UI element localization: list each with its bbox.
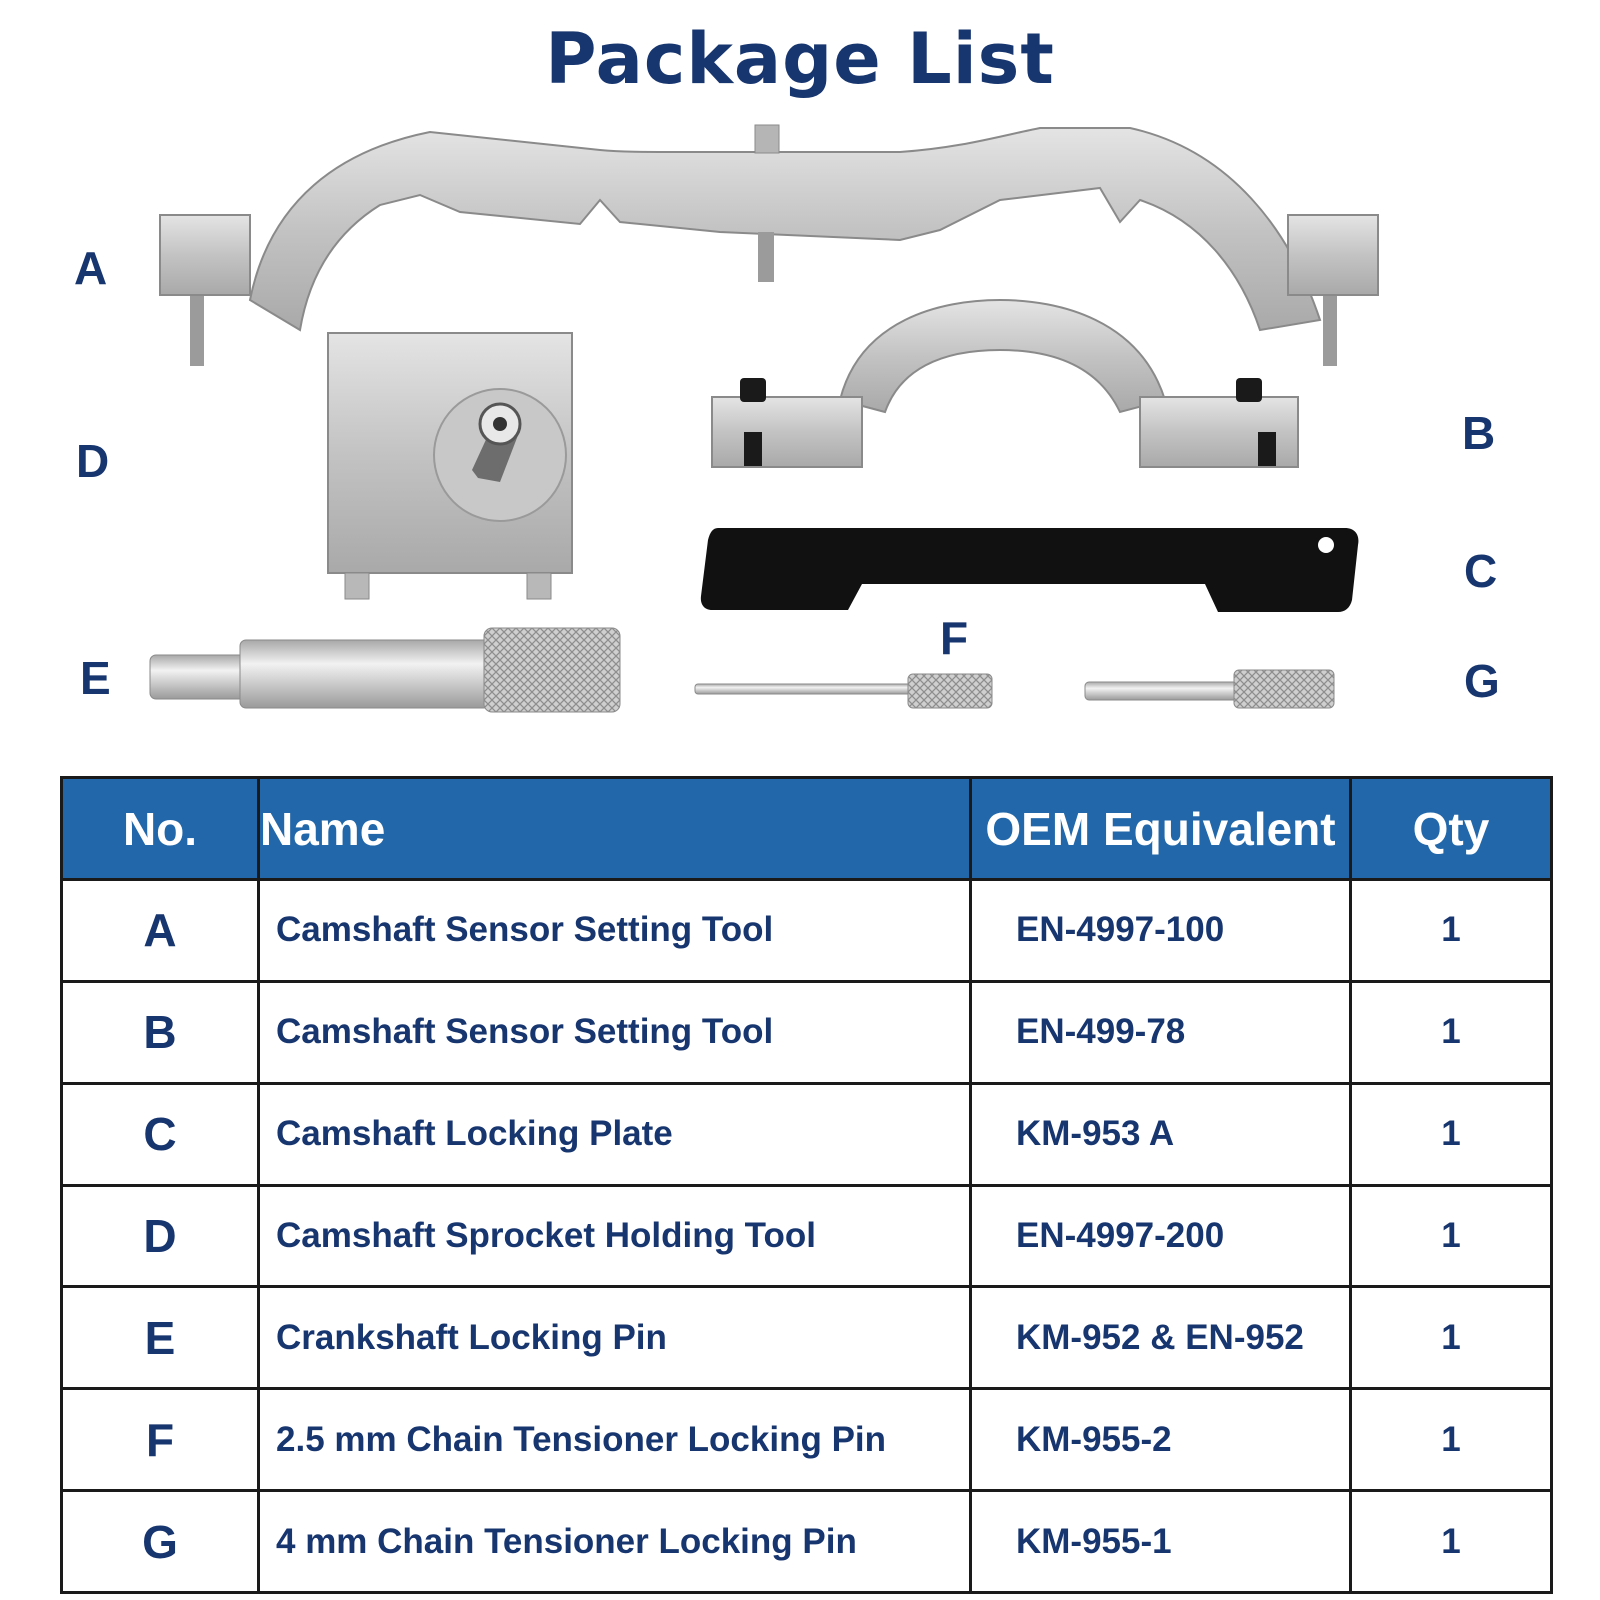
row-qty: 1 <box>1351 1389 1552 1491</box>
row-oem: KM-953 A <box>971 1083 1351 1185</box>
tool-c-illustration <box>701 528 1359 612</box>
table-row <box>62 880 1552 982</box>
row-qty: 1 <box>1351 1287 1552 1389</box>
image-label-d: D <box>76 435 110 487</box>
image-label-f: F <box>940 612 969 664</box>
row-qty: 1 <box>1351 1491 1552 1593</box>
row-name: Camshaft Sensor Setting Tool <box>259 981 971 1083</box>
table-row <box>62 1287 1552 1389</box>
table-row <box>62 1185 1552 1287</box>
tool-g-illustration <box>1085 670 1334 708</box>
row-oem: KM-952 & EN-952 <box>971 1287 1351 1389</box>
row-no: F <box>62 1389 259 1491</box>
image-label-c: C <box>1464 545 1498 597</box>
row-no: B <box>62 981 259 1083</box>
row-qty: 1 <box>1351 1185 1552 1287</box>
row-qty: 1 <box>1351 1083 1552 1185</box>
row-qty: 1 <box>1351 981 1552 1083</box>
header-no: No. <box>62 778 259 880</box>
page-title: Package List <box>545 18 1055 100</box>
header-name: Name <box>259 778 971 880</box>
header-qty: Qty <box>1351 778 1552 880</box>
row-oem: EN-499-78 <box>971 981 1351 1083</box>
table-row <box>62 1083 1552 1185</box>
row-name: 2.5 mm Chain Tensioner Locking Pin <box>259 1389 971 1491</box>
image-label-g: G <box>1464 655 1500 707</box>
tool-f-illustration <box>695 674 992 708</box>
tools-illustration <box>0 0 1600 760</box>
row-oem: EN-4997-200 <box>971 1185 1351 1287</box>
row-name: 4 mm Chain Tensioner Locking Pin <box>259 1491 971 1593</box>
row-no: A <box>62 880 259 982</box>
table-row <box>62 1491 1552 1593</box>
tool-a-illustration <box>160 125 1378 366</box>
table-row <box>62 981 1552 1083</box>
row-oem: KM-955-1 <box>971 1491 1351 1593</box>
row-name: Camshaft Sprocket Holding Tool <box>259 1185 971 1287</box>
row-name: Camshaft Sensor Setting Tool <box>259 880 971 982</box>
row-name: Camshaft Locking Plate <box>259 1083 971 1185</box>
row-no: E <box>62 1287 259 1389</box>
table-header-row <box>62 778 1552 880</box>
row-no: D <box>62 1185 259 1287</box>
row-name: Crankshaft Locking Pin <box>259 1287 971 1389</box>
row-oem: EN-4997-100 <box>971 880 1351 982</box>
image-label-e: E <box>80 652 111 704</box>
table-row <box>62 1389 1552 1491</box>
package-table <box>60 776 1553 1594</box>
tool-d-illustration <box>328 333 572 599</box>
tool-e-illustration <box>150 628 620 712</box>
row-no: G <box>62 1491 259 1593</box>
image-label-a: A <box>74 242 108 294</box>
image-label-b: B <box>1462 407 1496 459</box>
header-oem: OEM Equivalent <box>971 778 1351 880</box>
row-oem: KM-955-2 <box>971 1389 1351 1491</box>
row-no: C <box>62 1083 259 1185</box>
tool-b-illustration <box>712 300 1298 467</box>
row-qty: 1 <box>1351 880 1552 982</box>
